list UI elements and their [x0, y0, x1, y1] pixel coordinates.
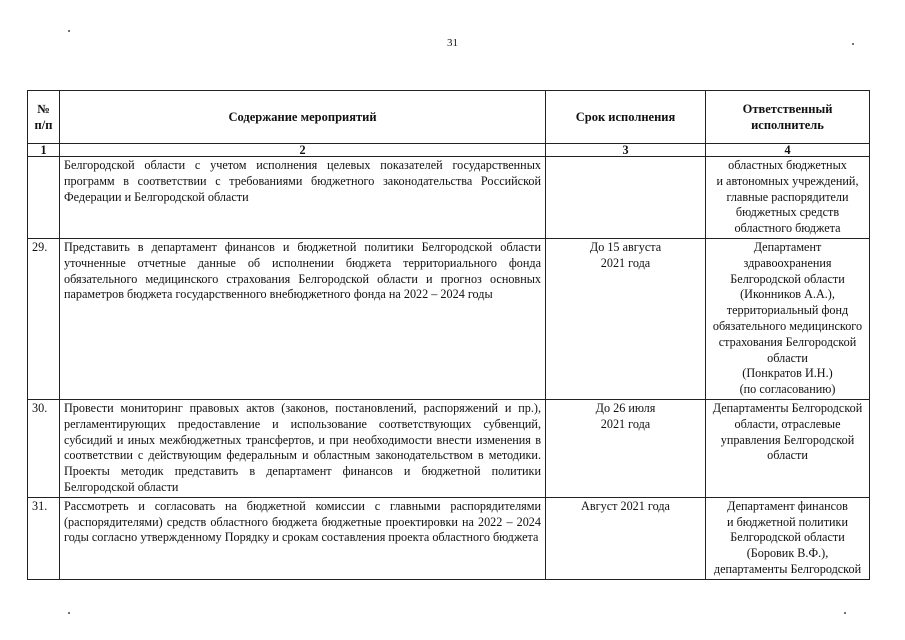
column-number-row: [28, 144, 870, 157]
header-num: № п/п: [28, 91, 60, 144]
column-number: 1: [28, 144, 60, 157]
row-number: 31.: [28, 497, 60, 579]
row-number: [28, 157, 60, 239]
row-number: 29.: [28, 238, 60, 399]
row-responsible: областных бюджетных и автономных учреждений, главные распорядители бюджетных средств областного бюджета: [706, 157, 870, 239]
page-number: 31: [447, 37, 458, 49]
scan-speck: [68, 30, 70, 32]
row-number: 30.: [28, 399, 60, 497]
row-responsible: Департаменты Белгородской области, отраслевые управления Белгородской области: [706, 399, 870, 497]
row-term: До 26 июля 2021 года: [546, 399, 706, 497]
header-row: [28, 91, 870, 144]
table-row: [28, 157, 870, 239]
scan-speck: [844, 612, 846, 614]
row-term: До 15 августа 2021 года: [546, 238, 706, 399]
column-number: 3: [546, 144, 706, 157]
table-row: [28, 399, 870, 497]
row-content: Представить в департамент финансов и бюджетной политики Белгородской области уточненные отчетные данные об исполнении бюджета территориального фонда обязательного медицинского страхования Белгородской области и прогноз основных параметров бюджета государственного внебюджетного фонда на 2022 – 2024 годы: [60, 238, 546, 399]
header-term: Срок исполнения: [546, 91, 706, 144]
column-number: 2: [60, 144, 546, 157]
scan-speck: [68, 612, 70, 614]
events-table: [27, 90, 870, 580]
scan-speck: [852, 43, 854, 45]
row-content: Рассмотреть и согласовать на бюджетной комиссии с главными распорядителями (распорядителями) средств областного бюджета бюджетные проектировки на 2022 – 2024 годы согласно утвержденному Порядку и срокам составления проекта областного бюджета: [60, 497, 546, 579]
row-content: Белгородской области с учетом исполнения целевых показателей государственных программ в соответствии с требованиями бюджетного законодательства Российской Федерации и Белгородской области: [60, 157, 546, 239]
header-content: Содержание мероприятий: [60, 91, 546, 144]
header-responsible: Ответственный исполнитель: [706, 91, 870, 144]
row-responsible: Департамент финансов и бюджетной политики Белгородской области (Боровик В.Ф.), департаменты Белгородской: [706, 497, 870, 579]
column-number: 4: [706, 144, 870, 157]
row-responsible: Департамент здравоохранения Белгородской области (Иконников А.А.), территориальный фонд обязательного медицинского страхования Белгородской области (Понкратов И.Н.) (по согласованию): [706, 238, 870, 399]
table-row: [28, 238, 870, 399]
row-term: Август 2021 года: [546, 497, 706, 579]
table-row: [28, 497, 870, 579]
row-term: [546, 157, 706, 239]
row-content: Провести мониторинг правовых актов (законов, постановлений, распоряжений и пр.), регламентирующих предоставление и использование соответствующих субвенций, субсидий и иных межбюджетных трансфертов, и при необходимости внести изменения в соответствии с действующим федеральным и областным законодательством в методики. Проекты методик представить в департамент финансов и бюджетной политики Белгородской области: [60, 399, 546, 497]
